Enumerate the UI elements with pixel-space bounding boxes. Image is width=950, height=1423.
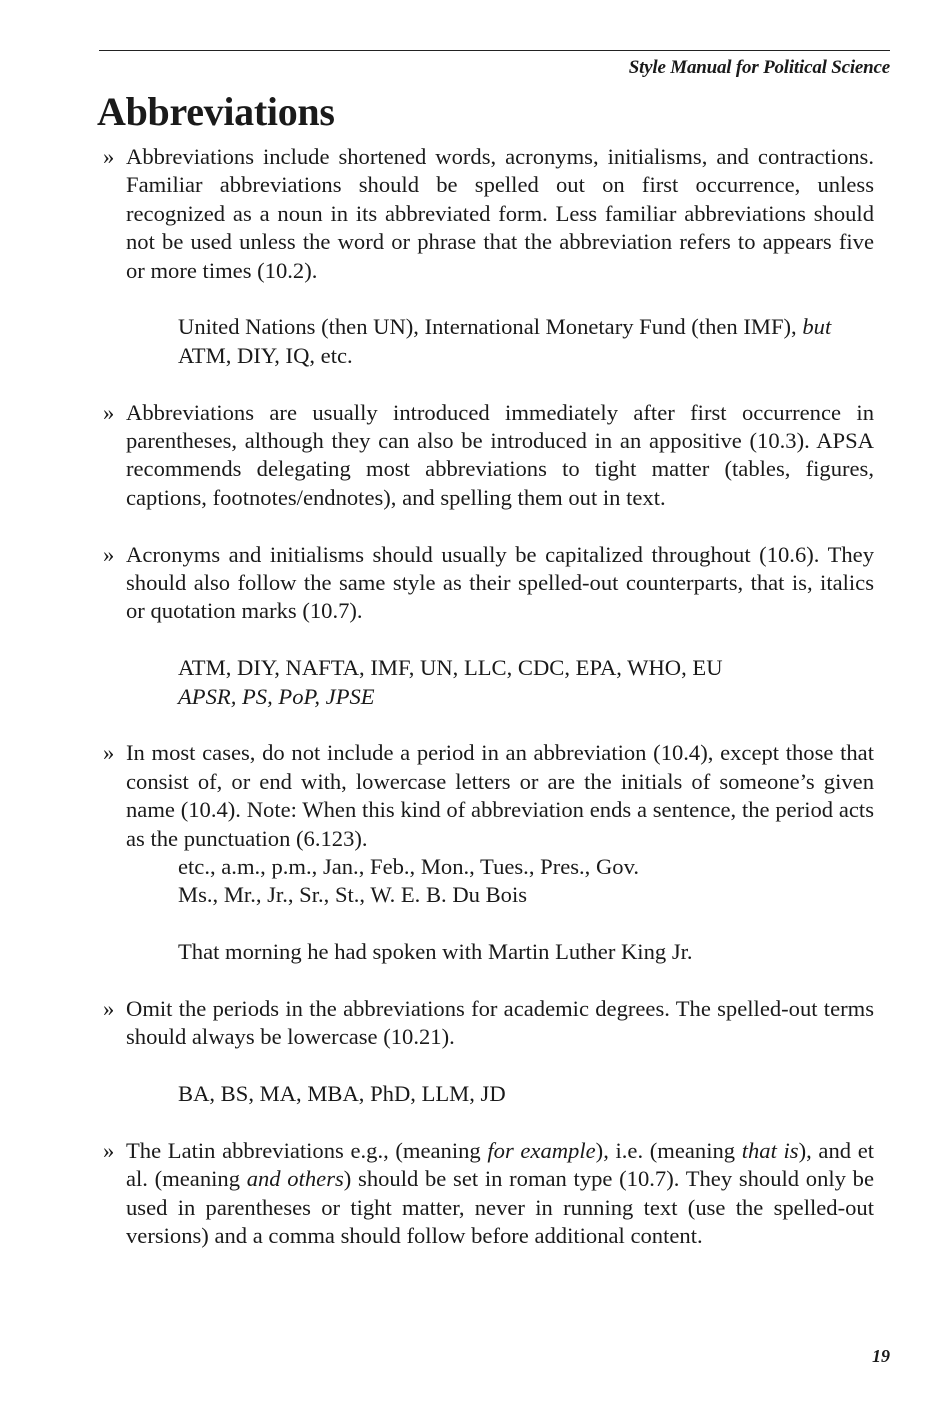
rule-text: Abbreviations include shortened words, acronyms, initialisms, and contractions. Familiar abbreviations should be spelled out on first occurrence, unless recognized as a noun in its abbreviated form. Less familiar abbreviations should not be used unless the word or phrase that the abbreviation refers to appears five or more times (10.2). xyxy=(126,144,874,283)
example-block xyxy=(0,853,838,967)
example-block xyxy=(0,1080,838,1108)
example-line: Ms., Mr., Jr., Sr., St., W. E. B. Du Bois xyxy=(178,882,528,908)
example-line: BA, BS, MA, MBA, PhD, LLM, JD xyxy=(178,1081,506,1107)
header-rule xyxy=(99,50,890,51)
example-text: United Nations (then UN), International Monetary Fund (then IMF), xyxy=(178,314,803,340)
bullet-marker: » xyxy=(103,1138,115,1164)
rule-item-academic-degrees xyxy=(0,995,874,1052)
example-line: etc., a.m., p.m., Jan., Feb., Mon., Tues., Pres., Gov. xyxy=(178,854,640,880)
section-body xyxy=(0,143,950,1251)
running-head: Style Manual for Political Science xyxy=(628,57,890,78)
example-block xyxy=(0,313,838,370)
example-line: ATM, DIY, NAFTA, IMF, UN, LLC, CDC, EPA, WHO, EU xyxy=(178,655,723,681)
rule-text: ), and et al. (meaning xyxy=(126,1138,874,1192)
rule-text: Abbreviations are usually introduced immediately after first occurrence in parentheses, although they can also be introduced in an appositive (10.3). APSA recommends delegating most abbreviations to tight matter (tables, figures, captions, footnotes/endnotes), and spelling them out in text. xyxy=(126,399,874,510)
rule-item-spell-out xyxy=(0,143,874,285)
rule-text: Acronyms and initialisms should usually be capitalized throughout (10.6). They should also follow the same style as their spelled-out counterparts, that is, italics or quotation marks (10.7). xyxy=(126,541,874,624)
bullet-marker: » xyxy=(103,740,115,766)
rule-text: ), i.e. (meaning xyxy=(595,1138,742,1164)
rule-text: Omit the periods in the abbreviations for academic degrees. The spelled-out terms should always be lowercase (10.21). xyxy=(126,996,874,1050)
rule-item-capitalization xyxy=(0,541,874,626)
rule-text: In most cases, do not include a period in an abbreviation (10.4), except those that consist of, or end with, lowercase letters or are the initials of someone’s given name (10.4). Note: When this kind of abbreviation ends a sentence, the period acts as the punctuation (6.123). xyxy=(126,740,874,851)
bullet-marker: » xyxy=(103,399,115,425)
rule-text: ) should be set in roman type (10.7). They should only be used in parentheses or tight matter, never in running text (use the spelled-out versions) and a comma should follow before additional content. xyxy=(126,1166,875,1249)
rule-emphasis: that is xyxy=(741,1138,799,1164)
page-number: 19 xyxy=(872,1346,890,1366)
rule-item-introduction xyxy=(0,399,874,513)
rule-emphasis: and others xyxy=(246,1166,344,1192)
example-line: That morning he had spoken with Martin Luther King Jr. xyxy=(178,939,693,965)
rule-item-periods xyxy=(0,739,874,853)
rule-item-latin-abbreviations xyxy=(0,1137,874,1251)
example-text: ATM, DIY, IQ, etc. xyxy=(178,342,353,368)
rule-emphasis: for example xyxy=(487,1138,596,1164)
example-block xyxy=(0,654,838,711)
section-title: Abbreviations xyxy=(97,89,335,134)
bullet-marker: » xyxy=(103,996,115,1022)
bullet-marker: » xyxy=(103,144,115,169)
example-emphasis: but xyxy=(802,314,832,340)
example-line-italic: APSR, PS, PoP, JPSE xyxy=(178,683,375,709)
rule-text: The Latin abbreviations e.g., (meaning xyxy=(126,1138,488,1164)
bullet-marker: » xyxy=(103,541,115,567)
